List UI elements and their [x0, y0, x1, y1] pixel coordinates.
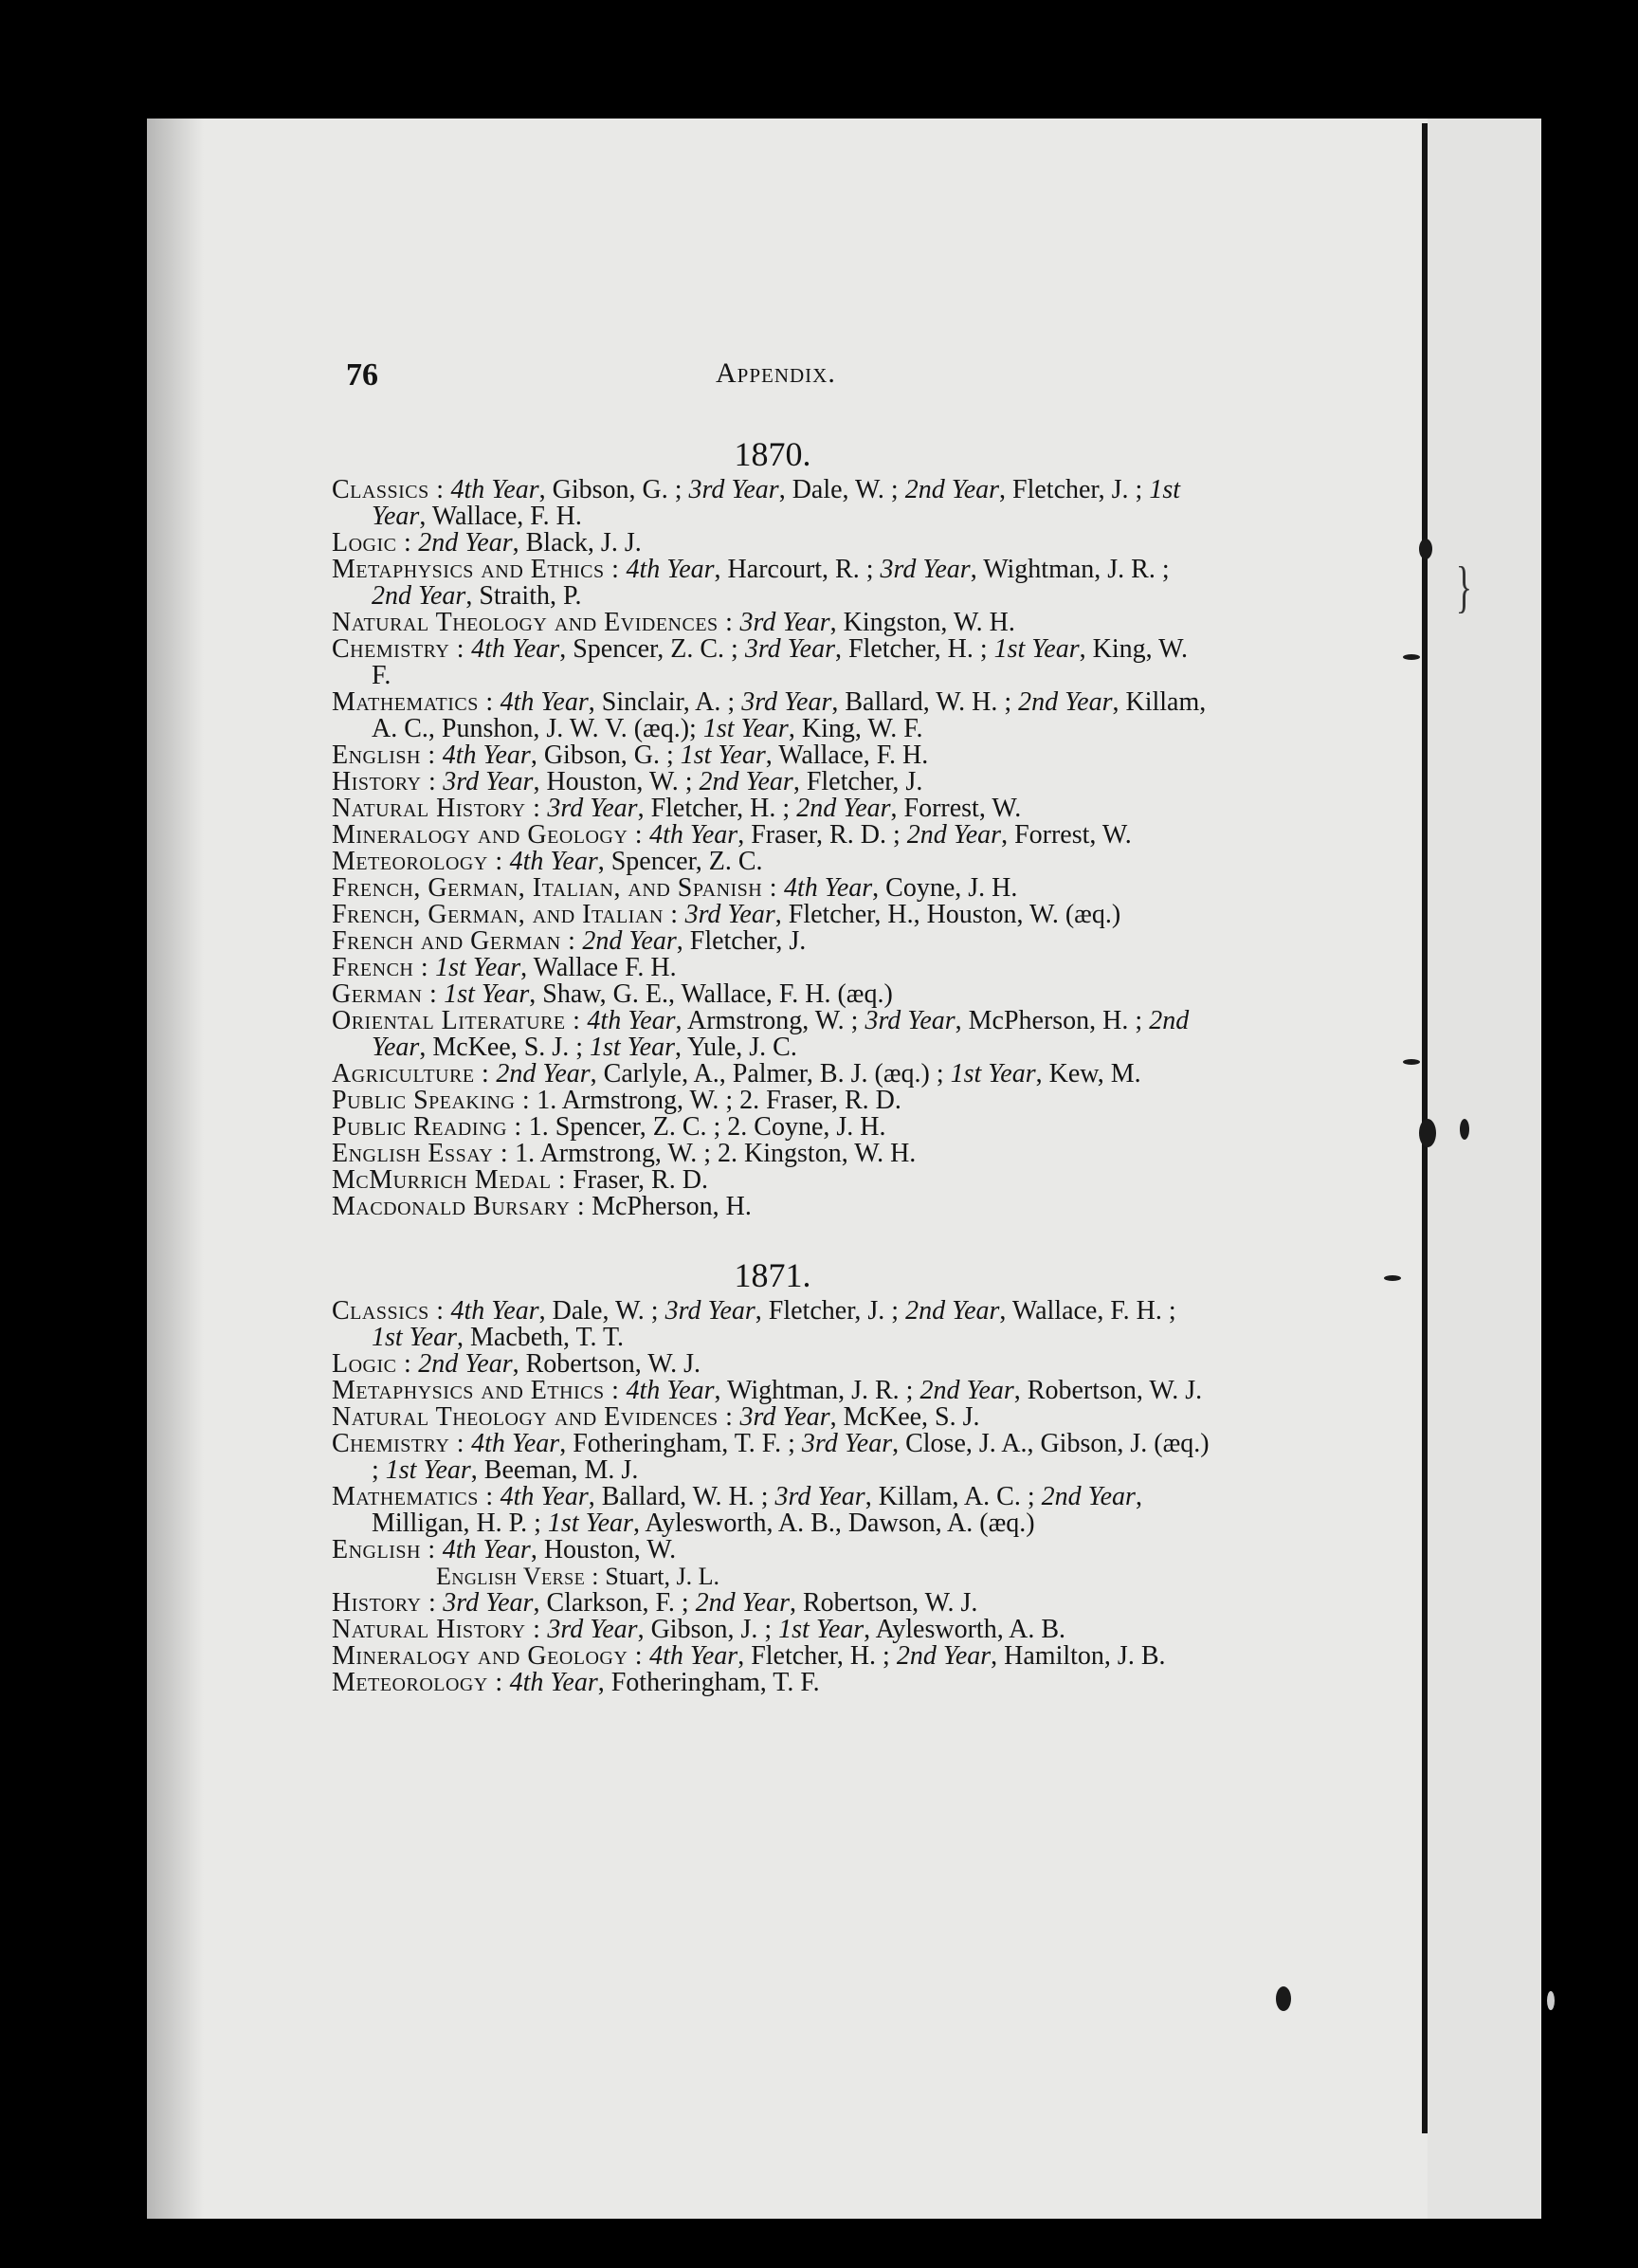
award-text: 2nd Year, Black, J. J. — [418, 528, 642, 558]
award-text: 4th Year, Fotheringham, T. F. ; 3rd Year, Close, J. A., Gibson, J. (æq.) ; 1st Year, Beeman, M. J. — [372, 1429, 1210, 1485]
prize-entry — [332, 1378, 1213, 1404]
award-text: 4th Year, Fotheringham, T. F. — [509, 1668, 820, 1697]
prize-entry — [332, 1141, 1213, 1167]
subject-label: French, German, Italian, and Spanish : — [332, 873, 778, 903]
running-head: Appendix. — [716, 357, 836, 389]
page-shadow — [147, 119, 204, 2219]
prize-entry — [332, 1617, 1213, 1643]
prize-entry — [332, 1564, 1213, 1590]
subject-label: Mineralogy and Geology : — [332, 1641, 644, 1671]
section-year: 1871. — [734, 1256, 811, 1294]
subject-label: Mineralogy and Geology : — [332, 820, 644, 850]
subject-label: Meteorology : — [332, 1668, 503, 1697]
award-text: 3rd Year, Fletcher, H., Houston, W. (æq.) — [684, 900, 1121, 929]
award-text: 3rd Year, McKee, S. J. — [739, 1402, 980, 1432]
ink-blot — [1547, 1991, 1555, 2010]
award-text: 4th Year, Coyne, J. H. — [784, 873, 1018, 903]
prize-entry — [332, 636, 1213, 689]
prize-entry — [332, 1167, 1213, 1194]
prize-entry — [332, 477, 1213, 530]
subject-label: Chemistry : — [332, 1429, 465, 1458]
award-text: 4th Year, Harcourt, R. ; 3rd Year, Wightman, J. R. ; 2nd Year, Straith, P. — [372, 555, 1170, 611]
award-text: 4th Year, Sinclair, A. ; 3rd Year, Ballard, W. H. ; 2nd Year, Killam, A. C., Punshon, J. W. V. (æq.); 1st Year, King, W. F. — [372, 687, 1207, 743]
subject-label: Agriculture : — [332, 1059, 490, 1088]
award-text: 4th Year, Houston, W. — [442, 1535, 677, 1564]
subject-label: Metaphysics and Ethics : — [332, 555, 620, 584]
award-text: Fraser, R. D. — [566, 1165, 708, 1195]
subject-label: Public Reading : — [332, 1112, 522, 1142]
page-number: 76 — [346, 357, 378, 393]
prize-entry — [332, 928, 1213, 955]
prize-entry — [332, 610, 1213, 636]
award-text: McPherson, H. — [585, 1192, 752, 1221]
margin-mark: } — [1455, 556, 1473, 618]
subject-label: Mathematics : — [332, 687, 494, 717]
subject-label: Classics : — [332, 475, 445, 504]
prize-entry — [332, 955, 1213, 981]
subject-label: Macdonald Bursary : — [332, 1192, 586, 1221]
subject-label: Mathematics : — [332, 1482, 494, 1511]
prize-entry — [332, 769, 1213, 796]
prize-entry — [332, 1351, 1213, 1378]
prize-entry — [332, 822, 1213, 849]
award-text: 1st Year, Wallace F. H. — [435, 953, 677, 982]
appendix-content — [332, 431, 1213, 1696]
award-text: 1. Armstrong, W. ; 2. Kingston, W. H. — [508, 1139, 917, 1168]
ink-blot — [1419, 1119, 1436, 1147]
subject-label: Natural History : — [332, 1615, 541, 1644]
award-text: 3rd Year, Houston, W. ; 2nd Year, Fletcher, J. — [443, 767, 923, 796]
scan-border — [1541, 0, 1638, 2268]
subject-label: Classics : — [332, 1296, 445, 1326]
ink-blot — [1276, 1986, 1291, 2011]
prize-entry — [332, 849, 1213, 875]
subject-label: Natural Theology and Evidences : — [332, 608, 734, 637]
award-text: 4th Year, Wightman, J. R. ; 2nd Year, Robertson, W. J. — [626, 1376, 1203, 1405]
award-text: 4th Year, Gibson, G. ; 1st Year, Wallace, F. H. — [442, 741, 929, 770]
prize-entry — [332, 902, 1213, 928]
page-header — [346, 357, 1204, 395]
ink-blot — [1419, 539, 1432, 559]
section-year: 1870. — [734, 435, 811, 473]
award-text: 1st Year, Shaw, G. E., Wallace, F. H. (æq.) — [444, 979, 893, 1009]
prize-entry — [332, 689, 1213, 742]
award-text: 4th Year, Gibson, G. ; 3rd Year, Dale, W. ; 2nd Year, Fletcher, J. ; 1st Year, Wallace, F. H. — [372, 475, 1180, 531]
prize-entry — [332, 1114, 1213, 1141]
subject-label: English : — [332, 741, 436, 770]
subject-label: English Verse : — [436, 1563, 599, 1590]
subject-label: Public Speaking : — [332, 1086, 531, 1115]
award-text: 4th Year, Spencer, Z. C. — [509, 847, 763, 876]
prize-entry — [332, 1298, 1213, 1351]
prize-entry — [332, 742, 1213, 769]
award-text: 3rd Year, Kingston, W. H. — [739, 608, 1015, 637]
award-text: 4th Year, Armstrong, W. ; 3rd Year, McPherson, H. ; 2nd Year, McKee, S. J. ; 1st Year, Yule, J. C. — [372, 1006, 1190, 1062]
award-text: 4th Year, Fletcher, H. ; 2nd Year, Hamilton, J. B. — [649, 1641, 1166, 1671]
award-text: 3rd Year, Clarkson, F. ; 2nd Year, Robertson, W. J. — [443, 1588, 978, 1618]
award-text: 4th Year, Spencer, Z. C. ; 3rd Year, Fletcher, H. ; 1st Year, King, W. F. — [372, 634, 1188, 690]
award-text: Stuart, J. L. — [598, 1563, 720, 1590]
entry-list — [332, 1298, 1213, 1696]
subject-label: Logic : — [332, 1349, 412, 1379]
prize-entry — [332, 1088, 1213, 1114]
award-text: 1. Armstrong, W. ; 2. Fraser, R. D. — [530, 1086, 901, 1115]
prize-entry — [332, 1537, 1213, 1564]
award-text: 3rd Year, Fletcher, H. ; 2nd Year, Forrest, W. — [547, 794, 1022, 823]
subject-label: Logic : — [332, 528, 412, 558]
subject-label: Metaphysics and Ethics : — [332, 1376, 620, 1405]
prize-entry — [332, 1194, 1213, 1220]
facing-page-strip — [1428, 119, 1541, 2219]
section-1870 — [332, 431, 1213, 1220]
subject-label: Chemistry : — [332, 634, 465, 664]
subject-label: French and German : — [332, 926, 576, 956]
prize-entry — [332, 1008, 1213, 1061]
prize-entry — [332, 1590, 1213, 1617]
award-text: 2nd Year, Robertson, W. J. — [418, 1349, 701, 1379]
prize-entry — [332, 1061, 1213, 1088]
ink-blot — [1460, 1119, 1469, 1140]
award-text: 2nd Year, Fletcher, J. — [582, 926, 807, 956]
subject-label: German : — [332, 979, 438, 1009]
subject-label: French, German, and Italian : — [332, 900, 679, 929]
prize-entry — [332, 1431, 1213, 1484]
subject-label: Natural Theology and Evidences : — [332, 1402, 734, 1432]
prize-entry — [332, 557, 1213, 610]
award-text: 1. Spencer, Z. C. ; 2. Coyne, J. H. — [521, 1112, 886, 1142]
subject-label: History : — [332, 1588, 437, 1618]
subject-label: History : — [332, 767, 437, 796]
subject-label: Meteorology : — [332, 847, 503, 876]
prize-entry — [332, 1484, 1213, 1537]
subject-label: Natural History : — [332, 794, 541, 823]
prize-entry — [332, 530, 1213, 557]
award-text: 4th Year, Dale, W. ; 3rd Year, Fletcher, J. ; 2nd Year, Wallace, F. H. ; 1st Year, Macbeth, T. T. — [372, 1296, 1176, 1352]
subject-label: McMurrich Medal : — [332, 1165, 567, 1195]
ink-blot — [1403, 654, 1420, 660]
entry-list — [332, 477, 1213, 1220]
subject-label: French : — [332, 953, 429, 982]
award-text: 4th Year, Ballard, W. H. ; 3rd Year, Killam, A. C. ; 2nd Year, Milligan, H. P. ; 1st Year, Aylesworth, A. B., Dawson, A. (æq.) — [372, 1482, 1142, 1538]
ink-blot — [1384, 1275, 1401, 1281]
subject-label: English : — [332, 1535, 436, 1564]
ink-blot — [1403, 1059, 1420, 1065]
subject-label: Oriental Literature : — [332, 1006, 581, 1035]
subject-label: English Essay : — [332, 1139, 509, 1168]
prize-entry — [332, 1643, 1213, 1670]
award-text: 3rd Year, Gibson, J. ; 1st Year, Aylesworth, A. B. — [547, 1615, 1066, 1644]
prize-entry — [332, 796, 1213, 822]
prize-entry — [332, 1670, 1213, 1696]
award-text: 4th Year, Fraser, R. D. ; 2nd Year, Forrest, W. — [649, 820, 1132, 850]
award-text: 2nd Year, Carlyle, A., Palmer, B. J. (æq.) ; 1st Year, Kew, M. — [496, 1059, 1141, 1088]
prize-entry — [332, 981, 1213, 1008]
prize-entry — [332, 875, 1213, 902]
section-1871 — [332, 1253, 1213, 1696]
prize-entry — [332, 1404, 1213, 1431]
